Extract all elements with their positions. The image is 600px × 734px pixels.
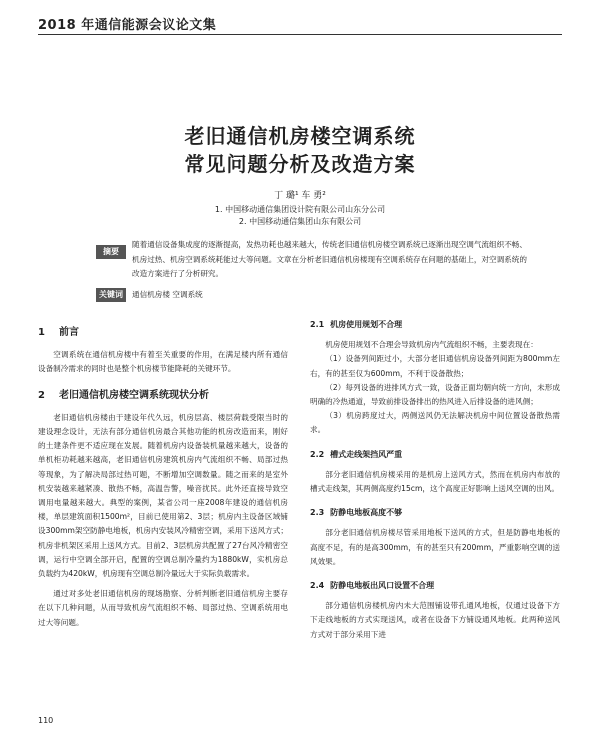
page-number: 110 — [38, 716, 54, 725]
section-2-2-heading: 2.2 槽式走线架挡风严重 — [310, 449, 403, 459]
section-2-heading: 2 老旧通信机房楼空调系统现状分析 — [38, 389, 209, 401]
section-2-1-paragraph-2: （1）设备列间距过小，大部分老旧通信机房设备列间距为800mm左右，有的甚至仅为600mm，不利于设备散热； — [310, 354, 560, 378]
right-column — [310, 318, 560, 642]
section-2-paragraph-1: 老旧通信机房楼由于建设年代久远，机房层高、楼层荷载受限当时的建设理念设计，无法有部分通信机房最合其他功能的机房改造而来，刚好的土建条件更不适应现在发展。随着机房内设备装机量越来越大，设备的单机柜功耗越来越高，老旧通信机房建筑机房内气流组织不畅、局部过热等现象，为了解决局部过热可题，不断增加空调数量。随之而来的是室外机安装越来越紧凑、散热不畅，高温告警，噪音扰民。此外还直接导致空调用电量越来越大。典型的案例，某省公司一座2008年建设的通信机房楼，单层建筑面积1500m²，目前已使用第2、3层；机房内主设备区域铺设300mm架空防静电地板，机房内安装风冷精密空调，采用下送风方式；机房非机架区采用上送风方式。目前2、3层机房共配置了27台风冷精密空调，运行中空调全部开启，配置的空调总制冷量约为1880kW，实机房总负载约为420kW，机房现有空调总制冷量远大于实际负载需求。 — [38, 412, 288, 579]
paper-title-line-1: 老旧通信机房楼空调系统 — [184, 124, 416, 148]
left-column — [38, 318, 288, 630]
section-2-4-paragraph: 部分通信机房楼机房内未大范围铺设带孔通风地板，仅通过设备下方下走线地板的方式实现送风，或者在设备下方铺设通风地板。此两种送风方式对于部分采用下进 — [310, 601, 560, 639]
affiliation-2: 2. 中国移动通信集团山东有限公司 — [238, 217, 362, 226]
section-2-1-paragraph-1: 机房使用规划不合理会导致机房内气流组织不畅，主要表现在： — [325, 340, 538, 350]
abstract-tag: 摘要 — [96, 245, 126, 259]
section-2-1-paragraph-3: （2）每列设备的进排风方式一致，设备正面均朝向统一方向，未形成明确的冷热通道，导致前排设备排出的热风进入后排设备的进风侧； — [310, 382, 560, 407]
section-2-4-heading: 2.4 防静电地板出风口设置不合理 — [310, 581, 435, 591]
section-2-1-paragraph-4: （3）机房跨度过大，两侧送风仍无法解决机房中间位置设备散热需求。 — [310, 411, 560, 435]
section-2-3-heading: 2.3 防静电地板高度不够 — [310, 508, 403, 518]
running-header: 2018 年通信能源会议论文集 — [38, 18, 217, 33]
section-2-3-paragraph: 部分老旧通信机房楼尽管采用地板下送风的方式，但是防静电地板的高度不足，有的是高300mm，有的甚至只有200mm，严重影响空调的送风效果。 — [310, 528, 560, 566]
section-2-2-paragraph: 部分老旧通信机房楼采用的是机房上送风方式，然而在机房内布放的槽式走线架，其两侧高度约15cm，这个高度正好影响上送风空调的出风。 — [310, 469, 560, 494]
section-1-heading: 1 前言 — [38, 327, 79, 338]
authors: 丁 璐¹ 车 勇² — [274, 191, 326, 201]
header-rule — [38, 34, 562, 35]
affiliation-1: 1. 中国移动通信集团设计院有限公司山东分公司 — [214, 205, 386, 214]
paper-title-line-2: 常见问题分析及改造方案 — [184, 152, 416, 176]
section-1-paragraph: 空调系统在通信机房楼中有着至关重要的作用，在满足楼内所有通信设备制冷需求的同时也是整个机房楼节能降耗的关键环节。 — [38, 350, 288, 374]
section-2-paragraph-2: 通过对多处老旧通信机房的现场勘察、分析判断老旧通信机房主要存在以下几种问题，从而导致机房气流组织不畅、局部过热、空调系统用电过大等问题。 — [38, 589, 288, 627]
abstract-text: 随着通信设备集成度的逐渐提高，发热功耗也越来越大，传统老旧通信机房楼空调系统已逐渐出现空调气流组织不畅、机房过热、机房空调系统耗能过大等问题。文章在分析老旧通信机房楼现有空调系统存在问题的基础上，对空调系统的改造方案进行了分析研究。 — [132, 240, 527, 278]
keywords-tag: 关键词 — [96, 288, 126, 302]
section-2-1-heading: 2.1 机房使用规划不合理 — [310, 320, 403, 329]
keywords-text: 通信机房楼 空调系统 — [132, 290, 203, 299]
